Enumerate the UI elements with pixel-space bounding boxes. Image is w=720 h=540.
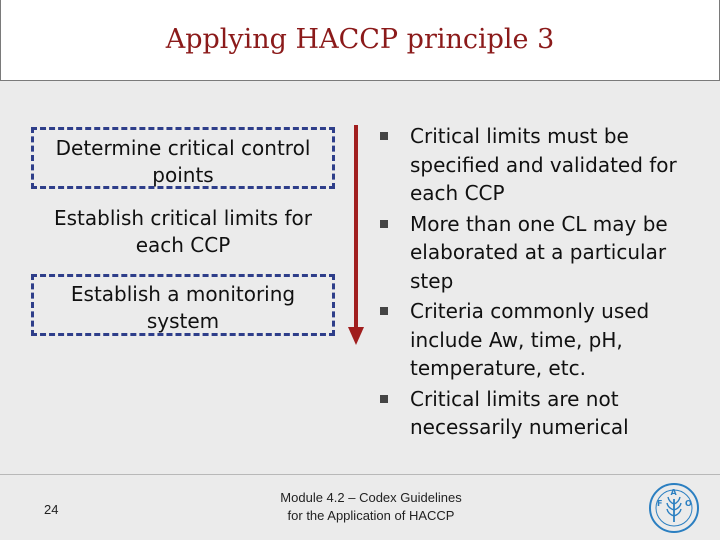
bullet-item: [376, 210, 711, 296]
bullet-text: Critical limits must be specified and validated for each CCP: [410, 124, 677, 205]
bullet-item: [376, 297, 711, 383]
slide-title: Applying HACCP principle 3: [165, 24, 555, 55]
bullet-text: Critical limits are not necessarily numerical: [410, 386, 629, 439]
bullet-item: [376, 385, 711, 442]
bullet-text: More than one CL may be elaborated at a particular step: [410, 211, 668, 293]
down-arrow-icon: [345, 125, 367, 347]
fao-logo-icon: [648, 482, 700, 534]
bullet-text: Criteria commonly used include Aw, time, pH, temperature, etc.: [410, 299, 650, 380]
step-monitoring-system: Establish a monitoring system: [31, 274, 335, 336]
svg-text:F: F: [657, 499, 663, 508]
bullet-list: [376, 122, 711, 444]
bullet-item: [376, 122, 711, 208]
footer-line-2: for the Application of HACCP: [287, 508, 455, 523]
svg-text:A: A: [670, 488, 677, 497]
step-establish-limits: Establish critical limits for each CCP: [53, 206, 313, 257]
bullet-square-icon: [380, 395, 388, 403]
footer-divider: [0, 474, 720, 475]
bullet-square-icon: [380, 132, 388, 140]
bullet-square-icon: [380, 307, 388, 315]
footer-line-1: Module 4.2 – Codex Guidelines: [280, 490, 462, 505]
bullet-square-icon: [380, 220, 388, 228]
page-number: 24: [44, 502, 59, 517]
svg-text:O: O: [685, 499, 692, 508]
footer-caption: [250, 489, 492, 525]
title-bar: [0, 0, 720, 81]
step-determine-ccp: Determine critical control points: [31, 127, 335, 189]
